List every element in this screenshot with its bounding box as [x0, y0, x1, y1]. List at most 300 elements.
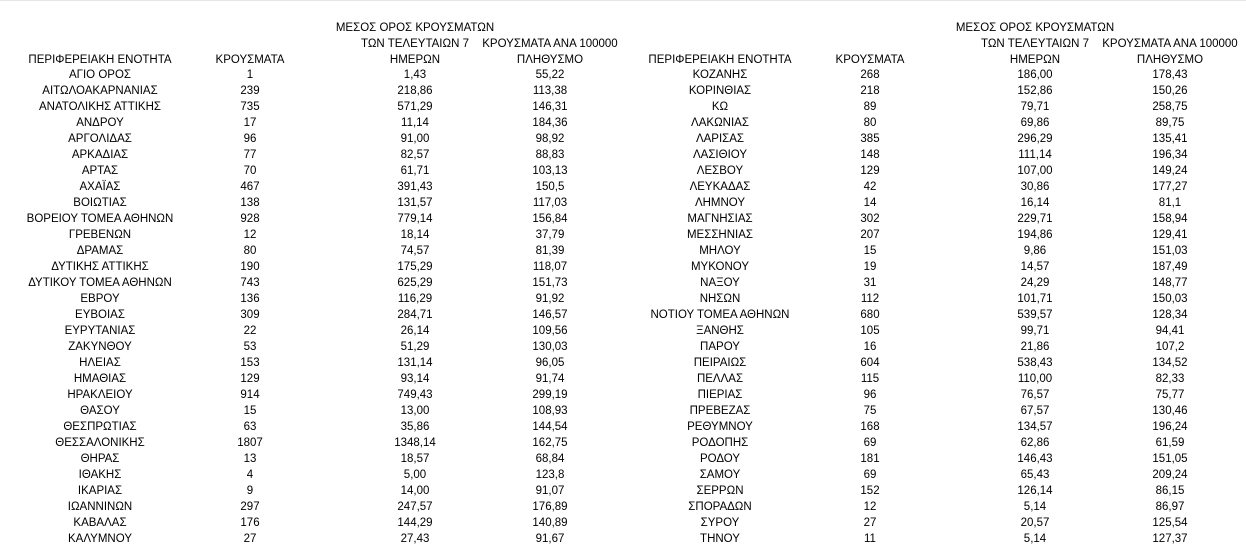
cell-per100k: 184,36	[532, 117, 568, 129]
cell-region: ΕΥΒΟΙΑΣ	[75, 309, 125, 321]
table-row	[0, 99, 626, 115]
table-row	[620, 83, 1246, 99]
cell-per100k: 150,03	[1152, 293, 1188, 305]
table-row	[620, 211, 1246, 227]
table-row	[620, 371, 1246, 387]
table-row	[0, 371, 626, 387]
cell-per100k: 151,05	[1152, 453, 1188, 465]
cell-cases: 207	[860, 229, 880, 241]
cell-region: ΚΑΒΑΛΑΣ	[73, 517, 127, 529]
cell-per100k: 258,75	[1152, 101, 1188, 113]
cell-region: ΛΕΣΒΟΥ	[696, 165, 744, 177]
cell-region: ΣΠΟΡΑΔΩΝ	[688, 501, 752, 513]
cell-region: ΜΗΛΟΥ	[699, 245, 741, 257]
table-row	[620, 243, 1246, 259]
cell-avg7: 5,14	[1023, 533, 1047, 545]
header-avg7-line2: ΤΩΝ ΤΕΛΕΥΤΑΙΩΝ 7	[361, 38, 469, 50]
cell-cases: 176	[240, 517, 260, 529]
header-avg7-line2: ΤΩΝ ΤΕΛΕΥΤΑΙΩΝ 7	[981, 38, 1089, 50]
header-cases-text: ΚΡΟΥΣΜΑΤΑ	[835, 54, 905, 66]
cell-avg7: 131,14	[397, 357, 433, 369]
cell-cases: 16	[863, 341, 877, 353]
cell-per100k: 135,41	[1152, 133, 1188, 145]
table-row	[0, 387, 626, 403]
cell-avg7: 74,57	[400, 245, 430, 257]
cell-per100k: 82,33	[1155, 373, 1185, 385]
cell-per100k: 86,97	[1155, 501, 1185, 513]
table-row	[620, 291, 1246, 307]
cell-avg7: 229,71	[1017, 213, 1053, 225]
header-cases	[795, 20, 945, 68]
cell-cases: 914	[240, 389, 260, 401]
cell-avg7: 82,57	[400, 149, 430, 161]
table-row	[0, 451, 626, 467]
cell-avg7: 51,29	[400, 341, 430, 353]
cell-region: ΙΚΑΡΙΑΣ	[77, 485, 123, 497]
table-row	[0, 83, 626, 99]
cell-avg7: 1,43	[403, 69, 427, 81]
cell-per100k: 91,67	[535, 533, 565, 545]
table-row	[0, 483, 626, 499]
cell-avg7: 194,86	[1017, 229, 1053, 241]
cell-region: ΘΗΡΑΣ	[80, 453, 120, 465]
cell-avg7: 284,71	[397, 309, 433, 321]
cell-region: ΝΑΞΟΥ	[700, 277, 740, 289]
cell-cases: 735	[240, 101, 260, 113]
cell-cases: 153	[240, 357, 260, 369]
cell-avg7: 24,29	[1020, 277, 1050, 289]
cell-cases: 928	[240, 213, 260, 225]
cell-avg7: 26,14	[400, 325, 430, 337]
cell-avg7: 11,14	[401, 117, 429, 129]
cell-avg7: 79,71	[1020, 101, 1050, 113]
cell-cases: 148	[860, 149, 880, 161]
cell-avg7: 14,00	[400, 485, 430, 497]
cell-per100k: 127,37	[1152, 533, 1188, 545]
cell-per100k: 176,89	[532, 501, 568, 513]
cell-cases: 105	[860, 325, 880, 337]
header-per100k	[1090, 20, 1246, 68]
table-row	[620, 451, 1246, 467]
cell-avg7: 247,57	[397, 501, 433, 513]
cell-per100k: 140,89	[532, 517, 568, 529]
cell-cases: 743	[240, 277, 260, 289]
cell-per100k: 149,24	[1152, 165, 1188, 177]
cell-cases: 13	[243, 453, 257, 465]
cell-per100k: 91,92	[535, 293, 565, 305]
cell-region: ΔΥΤΙΚΗΣ ΑΤΤΙΚΗΣ	[51, 261, 149, 273]
cell-per100k: 86,15	[1155, 485, 1185, 497]
cell-cases: 15	[243, 405, 257, 417]
cell-cases: 12	[863, 501, 877, 513]
cell-per100k: 150,26	[1152, 85, 1188, 97]
cell-cases: 604	[860, 357, 880, 369]
cell-avg7: 110,00	[1017, 373, 1053, 385]
cell-per100k: 89,75	[1155, 117, 1185, 129]
table-row	[620, 499, 1246, 515]
cell-region: ΘΑΣΟΥ	[80, 405, 120, 417]
cell-region: ΡΟΔΟΠΗΣ	[691, 437, 749, 449]
cell-cases: 69	[863, 437, 877, 449]
cell-cases: 129	[240, 373, 260, 385]
cell-cases: 31	[863, 277, 877, 289]
table-row	[620, 99, 1246, 115]
cell-avg7: 111,14	[1018, 149, 1052, 161]
cell-cases: 12	[243, 229, 257, 241]
cell-cases: 181	[860, 453, 880, 465]
cell-region: ΡΟΔΟΥ	[699, 453, 741, 465]
cell-avg7: 35,86	[400, 421, 430, 433]
cell-region: ΠΡΕΒΕΖΑΣ	[689, 405, 751, 417]
table-row	[620, 131, 1246, 147]
cell-per100k: 123,8	[535, 469, 565, 481]
table-row	[0, 211, 626, 227]
cell-per100k: 144,54	[532, 421, 568, 433]
table-row	[0, 355, 626, 371]
table-row	[620, 483, 1246, 499]
cell-cases: 11	[864, 533, 876, 545]
cell-region: ΗΡΑΚΛΕΙΟΥ	[67, 389, 133, 401]
cell-cases: 22	[243, 325, 257, 337]
cell-per100k: 109,56	[532, 325, 568, 337]
table-row	[620, 195, 1246, 211]
cell-avg7: 625,29	[397, 277, 433, 289]
table-row	[0, 403, 626, 419]
cell-per100k: 81,39	[535, 245, 565, 257]
cell-avg7: 218,86	[397, 85, 433, 97]
table-row	[620, 355, 1246, 371]
cell-cases: 680	[860, 309, 880, 321]
cell-region: ΕΥΡΥΤΑΝΙΑΣ	[64, 325, 136, 337]
header-per100k-line2: ΠΛΗΘΥΣΜΟ	[1136, 54, 1204, 66]
cell-region: ΣΑΜΟΥ	[699, 469, 741, 481]
table-row	[620, 115, 1246, 131]
cell-region: ΛΗΜΝΟΥ	[694, 197, 746, 209]
cell-per100k: 148,77	[1152, 277, 1188, 289]
cell-avg7: 61,71	[400, 165, 430, 177]
table-row	[620, 67, 1246, 83]
cell-avg7: 779,14	[397, 213, 433, 225]
header-region	[620, 20, 820, 68]
cell-cases: 63	[243, 421, 257, 433]
table-row	[0, 163, 626, 179]
table-row	[0, 435, 626, 451]
cell-per100k: 128,34	[1152, 309, 1188, 321]
header-avg7-line1: ΜΕΣΟΣ ΟΡΟΣ ΚΡΟΥΣΜΑΤΩΝ	[955, 22, 1115, 34]
cell-region: ΗΜΑΘΙΑΣ	[73, 373, 127, 385]
cell-per100k: 134,52	[1152, 357, 1188, 369]
cell-region: ΒΟΙΩΤΙΑΣ	[73, 197, 127, 209]
cell-avg7: 101,71	[1017, 293, 1053, 305]
table-row	[0, 515, 626, 531]
table-row	[0, 195, 626, 211]
table-row	[620, 387, 1246, 403]
cell-region: ΛΑΚΩΝΙΑΣ	[691, 117, 749, 129]
table-row	[0, 339, 626, 355]
cell-per100k: 107,2	[1155, 341, 1185, 353]
cell-avg7: 5,00	[403, 469, 427, 481]
cell-avg7: 65,43	[1020, 469, 1050, 481]
cell-avg7: 539,57	[1017, 309, 1053, 321]
cell-region: ΠΑΡΟΥ	[700, 341, 740, 353]
cell-avg7: 131,57	[397, 197, 433, 209]
cell-region: ΗΛΕΙΑΣ	[79, 357, 121, 369]
cell-per100k: 150,5	[535, 181, 565, 193]
cell-per100k: 130,46	[1152, 405, 1188, 417]
cell-avg7: 175,29	[397, 261, 433, 273]
cell-region: ΠΕΙΡΑΙΩΣ	[693, 357, 747, 369]
cell-per100k: 88,83	[535, 149, 565, 161]
cell-cases: 9	[246, 485, 254, 497]
table-row	[620, 435, 1246, 451]
cell-per100k: 177,27	[1152, 181, 1188, 193]
cell-avg7: 69,86	[1020, 117, 1050, 129]
cell-avg7: 67,57	[1020, 405, 1050, 417]
cell-region: ΛΑΣΙΘΙΟΥ	[692, 149, 748, 161]
cell-cases: 239	[240, 85, 260, 97]
cell-avg7: 186,00	[1017, 69, 1053, 81]
cell-cases: 309	[240, 309, 260, 321]
cell-cases: 302	[860, 213, 880, 225]
cell-cases: 385	[860, 133, 880, 145]
cell-avg7: 14,57	[1020, 261, 1050, 273]
cell-cases: 152	[860, 485, 880, 497]
cell-per100k: 91,07	[535, 485, 565, 497]
cell-per100k: 75,77	[1155, 389, 1185, 401]
cell-avg7: 571,29	[397, 101, 433, 113]
header-region-text: ΠΕΡΙΦΕΡΕΙΑΚΗ ΕΝΟΤΗΤΑ	[648, 54, 792, 66]
cell-cases: 15	[863, 245, 877, 257]
cell-cases: 70	[243, 165, 257, 177]
cell-per100k: 37,79	[535, 229, 565, 241]
cell-cases: 96	[243, 133, 257, 145]
cell-avg7: 5,14	[1023, 501, 1047, 513]
cell-per100k: 130,03	[532, 341, 568, 353]
cell-cases: 218	[860, 85, 880, 97]
cell-cases: 27	[243, 533, 257, 545]
table-row	[620, 275, 1246, 291]
cell-cases: 136	[240, 293, 260, 305]
cell-per100k: 187,49	[1152, 261, 1188, 273]
cell-region: ΛΑΡΙΣΑΣ	[695, 133, 745, 145]
cell-per100k: 118,07	[532, 261, 568, 273]
cell-avg7: 116,29	[397, 293, 433, 305]
cell-per100k: 151,73	[532, 277, 568, 289]
cell-avg7: 126,14	[1017, 485, 1053, 497]
cell-per100k: 113,38	[532, 85, 568, 97]
cell-avg7: 99,71	[1020, 325, 1050, 337]
cell-region: ΝΟΤΙΟΥ ΤΟΜΕΑ ΑΘΗΝΩΝ	[650, 309, 790, 321]
header-cases-text: ΚΡΟΥΣΜΑΤΑ	[215, 54, 285, 66]
cell-avg7: 13,00	[400, 405, 430, 417]
cell-region: ΚΑΛΥΜΝΟΥ	[68, 533, 132, 545]
table-row	[620, 227, 1246, 243]
cell-region: ΞΑΝΘΗΣ	[696, 325, 744, 337]
cell-per100k: 55,22	[535, 69, 565, 81]
header-avg7-line3: ΗΜΕΡΩΝ	[1009, 54, 1061, 66]
table-row	[620, 419, 1246, 435]
cell-avg7: 21,86	[1020, 341, 1050, 353]
cell-avg7: 296,29	[1017, 133, 1053, 145]
table-row	[0, 179, 626, 195]
cell-region: ΑΧΑΪΑΣ	[79, 181, 121, 193]
header-per100k-line1: ΚΡΟΥΣΜΑΤΑ ΑΝΑ 100000	[482, 38, 618, 50]
cell-avg7: 62,86	[1020, 437, 1050, 449]
cell-avg7: 20,57	[1020, 517, 1050, 529]
cell-region: ΝΗΣΩΝ	[699, 293, 741, 305]
cell-avg7: 18,57	[400, 453, 430, 465]
cell-cases: 27	[863, 517, 877, 529]
cell-cases: 77	[243, 149, 257, 161]
cell-avg7: 146,43	[1017, 453, 1053, 465]
cell-avg7: 1348,14	[394, 437, 436, 449]
header-avg7-line1: ΜΕΣΟΣ ΟΡΟΣ ΚΡΟΥΣΜΑΤΩΝ	[335, 22, 495, 34]
cell-region: ΓΡΕΒΕΝΩΝ	[68, 229, 132, 241]
table-row	[0, 291, 626, 307]
cell-cases: 80	[863, 117, 877, 129]
table-row	[0, 419, 626, 435]
header-region-text: ΠΕΡΙΦΕΡΕΙΑΚΗ ΕΝΟΤΗΤΑ	[28, 54, 172, 66]
cell-avg7: 91,00	[400, 133, 430, 145]
cell-per100k: 91,74	[535, 373, 565, 385]
cell-cases: 138	[240, 197, 260, 209]
table-row	[620, 531, 1246, 547]
cell-region: ΠΕΛΛΑΣ	[696, 373, 744, 385]
top-border	[0, 0, 1246, 1]
header-per100k-line2: ΠΛΗΘΥΣΜΟ	[516, 54, 584, 66]
cell-per100k: 146,31	[532, 101, 568, 113]
cell-region: ΑΓΙΟ ΟΡΟΣ	[68, 69, 131, 81]
cell-per100k: 299,19	[532, 389, 568, 401]
cell-cases: 168	[860, 421, 880, 433]
cell-region: ΘΕΣΣΑΛΟΝΙΚΗΣ	[55, 437, 145, 449]
cell-avg7: 144,29	[397, 517, 433, 529]
cell-cases: 96	[863, 389, 877, 401]
header-region	[0, 20, 200, 68]
cell-region: ΙΘΑΚΗΣ	[78, 469, 122, 481]
header-per100k-line1: ΚΡΟΥΣΜΑΤΑ ΑΝΑ 100000	[1102, 38, 1238, 50]
cell-cases: 42	[863, 181, 877, 193]
table-row	[0, 259, 626, 275]
header-avg7-line3: ΗΜΕΡΩΝ	[389, 54, 441, 66]
cell-avg7: 391,43	[397, 181, 433, 193]
cell-per100k: 162,75	[532, 437, 568, 449]
cell-region: ΖΑΚΥΝΘΟΥ	[68, 341, 132, 353]
cell-per100k: 151,03	[1152, 245, 1188, 257]
cell-cases: 268	[860, 69, 880, 81]
cell-cases: 53	[243, 341, 257, 353]
cell-per100k: 96,05	[535, 357, 565, 369]
cell-region: ΒΟΡΕΙΟΥ ΤΟΜΕΑ ΑΘΗΝΩΝ	[26, 213, 174, 225]
table-row	[620, 163, 1246, 179]
table-row	[0, 243, 626, 259]
cell-avg7: 16,14	[1020, 197, 1050, 209]
table-row	[0, 307, 626, 323]
cell-cases: 89	[863, 101, 877, 113]
cell-region: ΕΒΡΟΥ	[80, 293, 120, 305]
cell-region: ΤΗΝΟΥ	[700, 533, 740, 545]
cell-cases: 4	[246, 469, 254, 481]
cell-region: ΣΥΡΟΥ	[700, 517, 740, 529]
cell-per100k: 196,24	[1152, 421, 1188, 433]
cell-per100k: 156,84	[532, 213, 568, 225]
cell-per100k: 146,57	[532, 309, 568, 321]
table-row	[620, 339, 1246, 355]
table-row	[620, 307, 1246, 323]
cell-per100k: 61,59	[1155, 437, 1185, 449]
table-row	[0, 323, 626, 339]
cell-avg7: 749,43	[397, 389, 433, 401]
cell-cases: 112	[860, 293, 880, 305]
cell-cases: 69	[863, 469, 877, 481]
table-row	[0, 131, 626, 147]
cell-per100k: 158,94	[1152, 213, 1188, 225]
cell-per100k: 103,13	[532, 165, 568, 177]
cell-cases: 80	[243, 245, 257, 257]
cell-per100k: 94,41	[1155, 325, 1185, 337]
cell-avg7: 18,14	[400, 229, 430, 241]
cell-region: ΠΙΕΡΙΑΣ	[697, 389, 743, 401]
table-row	[0, 499, 626, 515]
header-cases	[175, 20, 325, 68]
cell-region: ΑΡΓΟΛΙΔΑΣ	[68, 133, 132, 145]
cell-region: ΚΟΖΑΝΗΣ	[692, 69, 748, 81]
cell-region: ΑΙΤΩΛΟΑΚΑΡΝΑΝΙΑΣ	[42, 85, 158, 97]
cell-per100k: 209,24	[1152, 469, 1188, 481]
table-row	[620, 259, 1246, 275]
cell-region: ΜΥΚΟΝΟΥ	[690, 261, 750, 273]
cell-cases: 1	[246, 69, 254, 81]
cell-per100k: 178,43	[1152, 69, 1188, 81]
cell-region: ΑΝΔΡΟΥ	[76, 117, 124, 129]
cell-cases: 467	[240, 181, 260, 193]
table-row	[620, 515, 1246, 531]
cell-cases: 1807	[237, 437, 263, 449]
table-row	[0, 227, 626, 243]
cell-cases: 297	[240, 501, 260, 513]
table-row	[0, 467, 626, 483]
cell-region: ΔΡΑΜΑΣ	[76, 245, 124, 257]
table-row	[620, 403, 1246, 419]
cell-cases: 75	[863, 405, 877, 417]
cell-per100k: 196,34	[1152, 149, 1188, 161]
cell-avg7: 538,43	[1017, 357, 1053, 369]
cell-avg7: 76,57	[1020, 389, 1050, 401]
cell-avg7: 152,86	[1017, 85, 1053, 97]
cell-region: ΛΕΥΚΑΔΑΣ	[689, 181, 751, 193]
cell-region: ΑΝΑΤΟΛΙΚΗΣ ΑΤΤΙΚΗΣ	[38, 101, 161, 113]
cell-region: ΚΟΡΙΝΘΙΑΣ	[688, 85, 752, 97]
cell-per100k: 125,54	[1152, 517, 1188, 529]
cell-avg7: 134,57	[1017, 421, 1053, 433]
table-row	[620, 467, 1246, 483]
cell-cases: 190	[240, 261, 260, 273]
cell-avg7: 9,86	[1023, 245, 1047, 257]
cell-avg7: 27,43	[400, 533, 430, 545]
table-row	[620, 323, 1246, 339]
table-row	[620, 147, 1246, 163]
cell-per100k: 68,84	[535, 453, 565, 465]
cell-region: ΡΕΘΥΜΝΟΥ	[687, 421, 753, 433]
table-row	[0, 115, 626, 131]
cell-avg7: 93,14	[400, 373, 430, 385]
cell-region: ΜΑΓΝΗΣΙΑΣ	[687, 213, 753, 225]
cell-region: ΙΩΑΝΝΙΝΩΝ	[67, 501, 133, 513]
cell-per100k: 129,41	[1152, 229, 1188, 241]
cell-region: ΔΥΤΙΚΟΥ ΤΟΜΕΑ ΑΘΗΝΩΝ	[28, 277, 172, 289]
cell-region: ΣΕΡΡΩΝ	[696, 485, 744, 497]
cell-region: ΚΩ	[711, 101, 729, 113]
